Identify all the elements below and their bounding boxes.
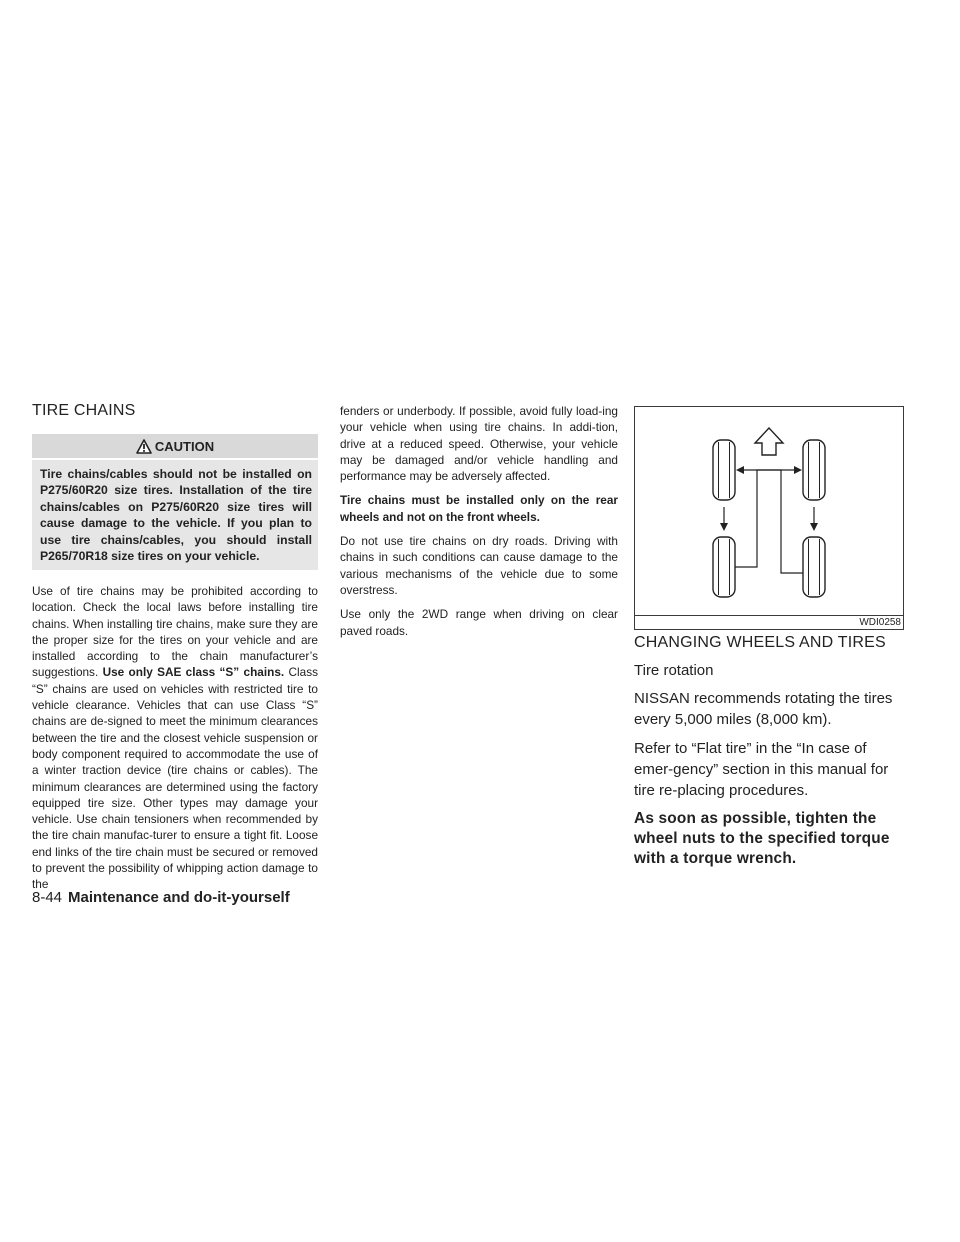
col3-text: [634, 634, 906, 869]
page-number: 8-44: [32, 889, 63, 906]
col2-paragraph-2: Tire chains must be installed only on the rear wheels and not on the front wheels.: [340, 493, 618, 524]
warning-icon: [136, 439, 152, 454]
caution-label: CAUTION: [154, 438, 215, 454]
col2-paragraph-4: Use only the 2WD range when driving on clear paved roads.: [340, 607, 618, 638]
tire-front-right-icon: [803, 440, 825, 500]
col1-text-start: Use of tire chains may be prohibited according to location. Check the local laws before installing tire chains. When installing tire chains, make sure they are the proper size for the tires on your vehicle and are installed according to the chain manufacturer’s suggestions.: [32, 584, 318, 680]
col2-text: [340, 403, 618, 647]
figure-divider: [635, 615, 903, 616]
col1-text-end: Class “S” chains are used on vehicles with restricted tire to vehicle clearance. Vehicles that can use Class “S” chains are de-signed to meet the minimum clearances between the tire and the closest vehicle suspension or body component required to accommodate the use of a winter traction device (tire chains or cables). The minimum clearances are determined using the factory equipped tire size. Other types may damage your vehicle. Use chain tensioners when recommended by the tire chain manufac-turer to ensure a tight fit. Loose end links of the tire chain must be secured or removed to prevent the possibility of whipping action damage to the: [32, 665, 318, 892]
tire-rear-left-icon: [713, 537, 735, 597]
section-title: TIRE CHAINS: [32, 402, 136, 419]
front-to-rear-arrow-left: [720, 507, 728, 531]
caution-box: [32, 434, 318, 570]
rear-to-front-cross-arrows: [735, 466, 803, 573]
tire-front-left-icon: [713, 440, 735, 500]
col1-paragraph: [32, 583, 318, 893]
chapter-title: Maintenance and do-it-yourself: [68, 889, 290, 906]
forward-arrow-icon: [755, 428, 783, 455]
col3-paragraph-1: NISSAN recommends rotating the tires every 5,000 miles (8,000 km).: [634, 690, 893, 728]
tire-rotation-subheading: Tire rotation: [634, 662, 714, 679]
col1-text-bold: Use only SAE class “S” chains.: [102, 665, 285, 680]
figure-id: WDI0258: [859, 617, 901, 628]
changing-wheels-heading: CHANGING WHEELS AND TIRES: [634, 634, 886, 651]
col2-paragraph-3: Do not use tire chains on dry roads. Driving with chains in such conditions can cause damage to the various mechanisms of the vehicle due to some overstress.: [340, 534, 618, 597]
col3-paragraph-2: Refer to “Flat tire” in the “In case of emer-gency” section in this manual for tire re-placing procedures.: [634, 740, 889, 799]
page-footer: [32, 889, 290, 906]
col2-paragraph-1: fenders or underbody. If possible, avoid fully load-ing your vehicle when using tire chains. In addi-tion, drive at a reduced speed. Otherwise, your vehicle may be damaged and/or vehicle handling and performance may be adversely affected.: [340, 404, 618, 484]
tire-rear-right-icon: [803, 537, 825, 597]
caution-text: Tire chains/cables should not be installed on P275/60R20 size tires. Installation of the tire chains/cables on P275/60R20 size tires will cause damage to the vehicle. If you plan to use tire chains/cables, you should install P265/70R18 size tires on your vehicle.: [32, 460, 318, 570]
col3-paragraph-3: As soon as possible, tighten the wheel nuts to the specified torque with a torque wrench.: [634, 810, 890, 867]
tire-rotation-diagram: [635, 407, 903, 615]
front-to-rear-arrow-right: [810, 507, 818, 531]
caution-header: [32, 434, 318, 458]
tire-rotation-figure: [634, 406, 904, 630]
